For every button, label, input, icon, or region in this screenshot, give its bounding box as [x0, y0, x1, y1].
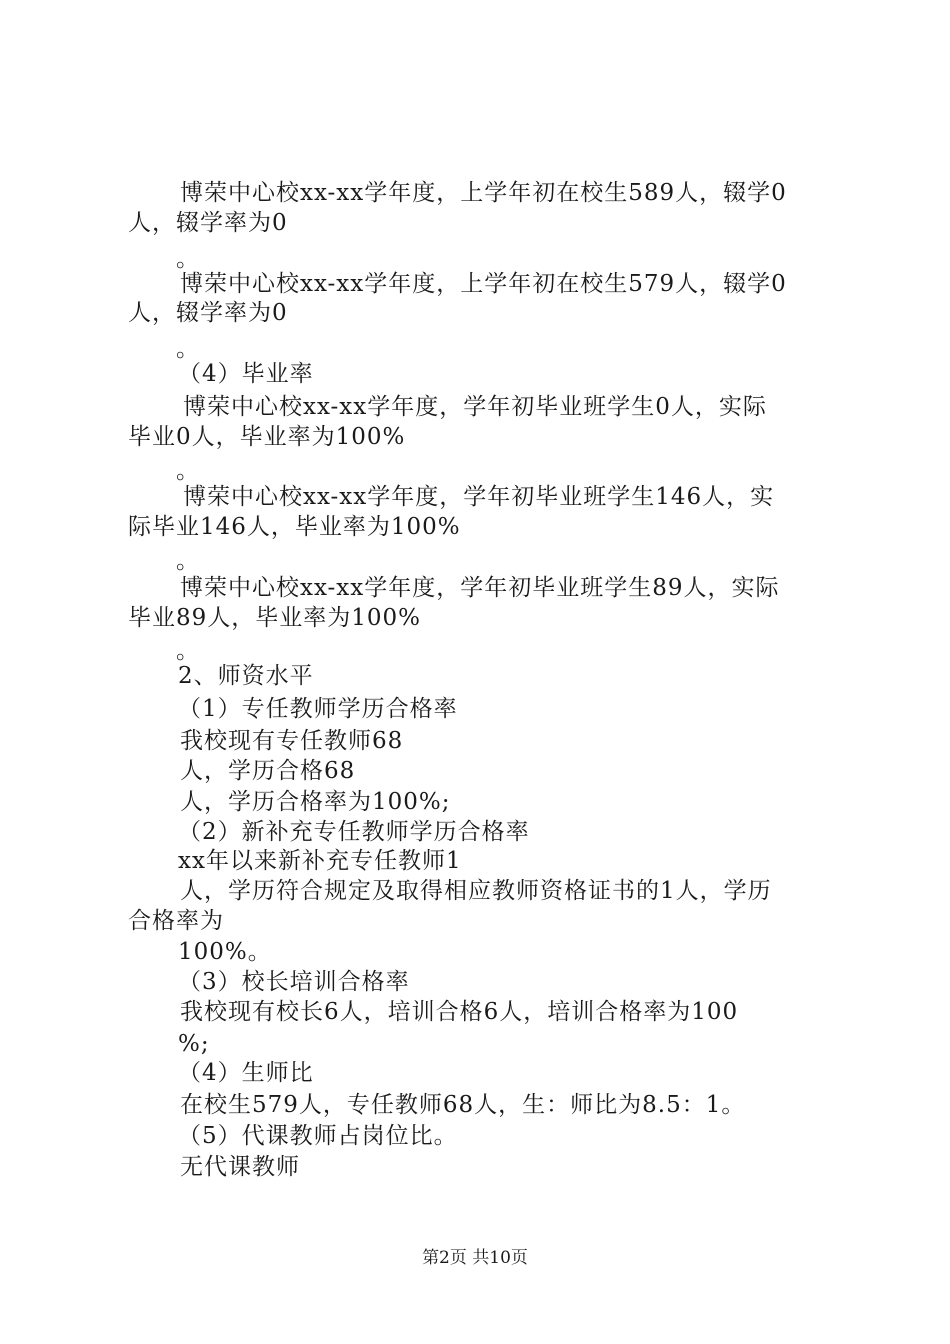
text-line: 博荣中心校xx-xx学年度，学年初毕业班学生146人，实	[183, 484, 775, 510]
section-heading: 2、师资水平	[178, 663, 314, 689]
section-heading: （4）毕业率	[178, 361, 314, 387]
text-line: 博荣中心校xx-xx学年度，上学年初在校生589人，辍学0	[180, 180, 787, 206]
section-heading: （1）专任教师学历合格率	[178, 696, 458, 722]
section-heading: （5）代课教师占岗位比。	[178, 1123, 458, 1149]
text-line: 。	[176, 548, 200, 574]
section-heading: （4）生师比	[178, 1060, 314, 1086]
text-line: 人，学历合格率为100%;	[180, 789, 451, 815]
text-line: 人，辍学率为0	[128, 300, 288, 326]
text-line: 我校现有专任教师68	[180, 728, 404, 754]
page-footer: 第2页 共10页	[422, 1248, 528, 1268]
section-heading: （2）新补充专任教师学历合格率	[178, 819, 530, 845]
text-line: 无代课教师	[180, 1154, 300, 1180]
text-line: 。	[176, 246, 200, 272]
text-line: 。	[176, 336, 200, 362]
text-line: 博荣中心校xx-xx学年度，学年初毕业班学生89人，实际	[180, 575, 780, 601]
text-line: 。	[176, 638, 200, 664]
text-line: 博荣中心校xx-xx学年度，上学年初在校生579人，辍学0	[180, 271, 787, 297]
text-line: 。	[176, 458, 200, 484]
text-line: 毕业0人，毕业率为100%	[128, 424, 406, 450]
text-line: 毕业89人，毕业率为100%	[128, 605, 422, 631]
text-line: xx年以来新补充专任教师1	[178, 848, 462, 874]
text-line: 在校生579人，专任教师68人，生：师比为8.5：1。	[180, 1092, 746, 1118]
text-line: 博荣中心校xx-xx学年度，学年初毕业班学生0人，实际	[183, 394, 767, 420]
section-heading: （3）校长培训合格率	[178, 969, 410, 995]
text-line: 人，辍学率为0	[128, 210, 288, 236]
text-line: 100%。	[178, 939, 272, 965]
text-line: 人，学历合格68	[180, 758, 356, 784]
text-line: %;	[178, 1031, 210, 1057]
text-line: 际毕业146人，毕业率为100%	[128, 514, 461, 540]
text-line: 我校现有校长6人，培训合格6人，培训合格率为100	[180, 999, 739, 1025]
text-line: 人，学历符合规定及取得相应教师资格证书的1人，学历	[180, 878, 772, 904]
text-line: 合格率为	[128, 908, 224, 934]
